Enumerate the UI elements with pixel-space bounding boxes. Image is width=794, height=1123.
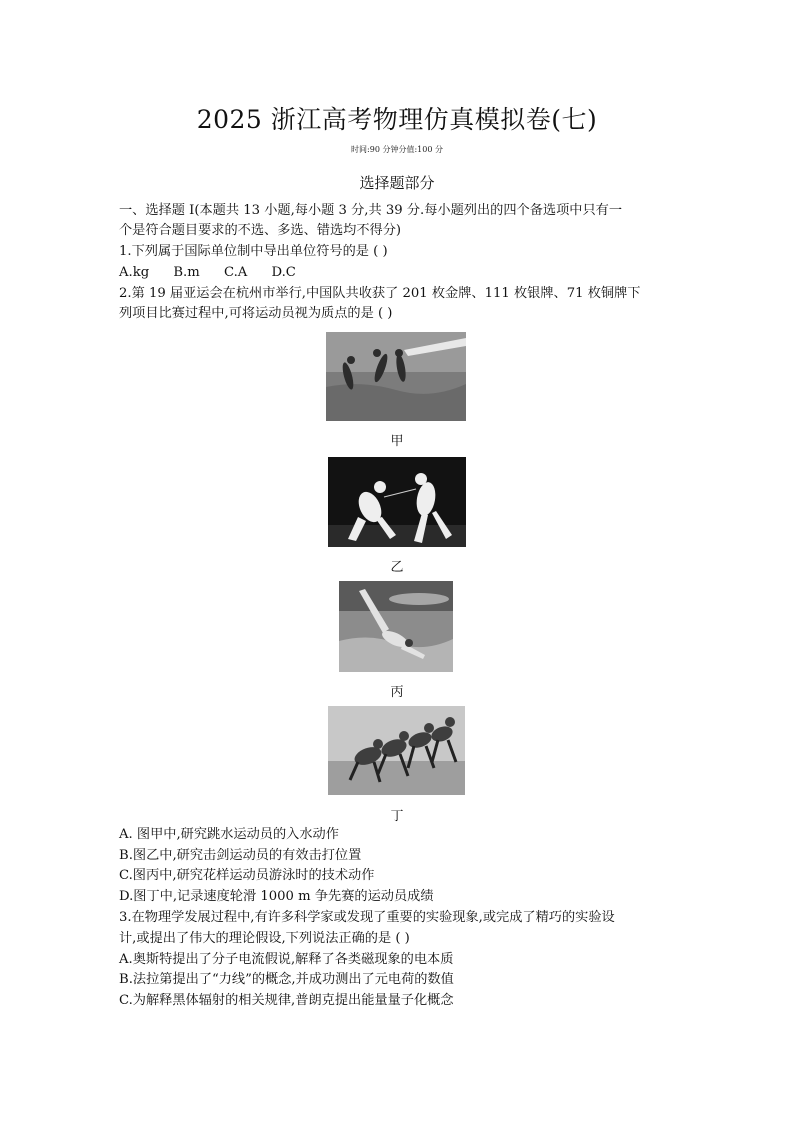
diving-photo bbox=[326, 332, 466, 421]
q3-stem-line-1: 3.在物理学发展过程中,有许多科学家或发现了重要的实验现象,或完成了精巧的实验设 bbox=[119, 910, 615, 925]
q3-option-b: B.法拉第提出了“力线”的概念,并成功测出了元电荷的数值 bbox=[119, 972, 454, 987]
q2-option-c: C.图丙中,研究花样运动员游泳时的技术动作 bbox=[119, 868, 375, 883]
fencing-photo bbox=[328, 457, 466, 547]
exam-title: 2025 浙江高考物理仿真模拟卷(七) bbox=[196, 105, 598, 134]
figure-caption-ding: 丁 bbox=[390, 809, 404, 824]
q1-option-a: A.kg bbox=[119, 265, 150, 280]
q1-stem: 1.下列属于国际单位制中导出单位符号的是 ( ) bbox=[119, 244, 388, 259]
figure-caption-yi: 乙 bbox=[390, 560, 404, 575]
figure-caption-jia: 甲 bbox=[390, 434, 404, 449]
q2-stem-line-1: 2.第 19 届亚运会在杭州市举行,中国队共收获了 201 枚金牌、111 枚银牌、71 枚铜牌下 bbox=[119, 286, 641, 301]
instructions-line-2: 个是符合题目要求的不选、多选、错选均不得分) bbox=[119, 223, 402, 238]
q2-option-a: A. 图甲中,研究跳水运动员的入水动作 bbox=[119, 827, 339, 842]
q3-option-a: A.奥斯特提出了分子电流假说,解释了各类磁现象的电本质 bbox=[119, 952, 454, 967]
instructions-line-1: 一、选择题 Ⅰ(本题共 13 小题,每小题 3 分,共 39 分.每小题列出的四个备选项中只有一 bbox=[119, 203, 623, 218]
q3-stem-line-2: 计,或提出了伟大的理论假设,下列说法正确的是 ( ) bbox=[119, 931, 410, 946]
figure-caption-bing: 丙 bbox=[390, 685, 404, 700]
speed-skating-photo bbox=[328, 706, 465, 795]
section-heading: 选择题部分 bbox=[359, 174, 435, 192]
q1-option-c: C.A bbox=[223, 265, 248, 280]
q1-option-b: B.m bbox=[173, 265, 200, 280]
q2-option-d: D.图丁中,记录速度轮滑 1000 m 争先赛的运动员成绩 bbox=[119, 889, 434, 904]
exam-subtitle: 时间:90 分钟分值:100 分 bbox=[351, 145, 443, 154]
q2-stem-line-2: 列项目比赛过程中,可将运动员视为质点的是 ( ) bbox=[119, 306, 393, 321]
artistic-swimming-photo bbox=[339, 581, 453, 672]
q3-option-c: C.为解释黑体辐射的相关规律,普朗克提出能量量子化概念 bbox=[119, 993, 454, 1008]
q2-option-b: B.图乙中,研究击剑运动员的有效击打位置 bbox=[119, 848, 362, 863]
q1-option-d: D.C bbox=[271, 265, 296, 280]
q1-options bbox=[119, 263, 689, 283]
